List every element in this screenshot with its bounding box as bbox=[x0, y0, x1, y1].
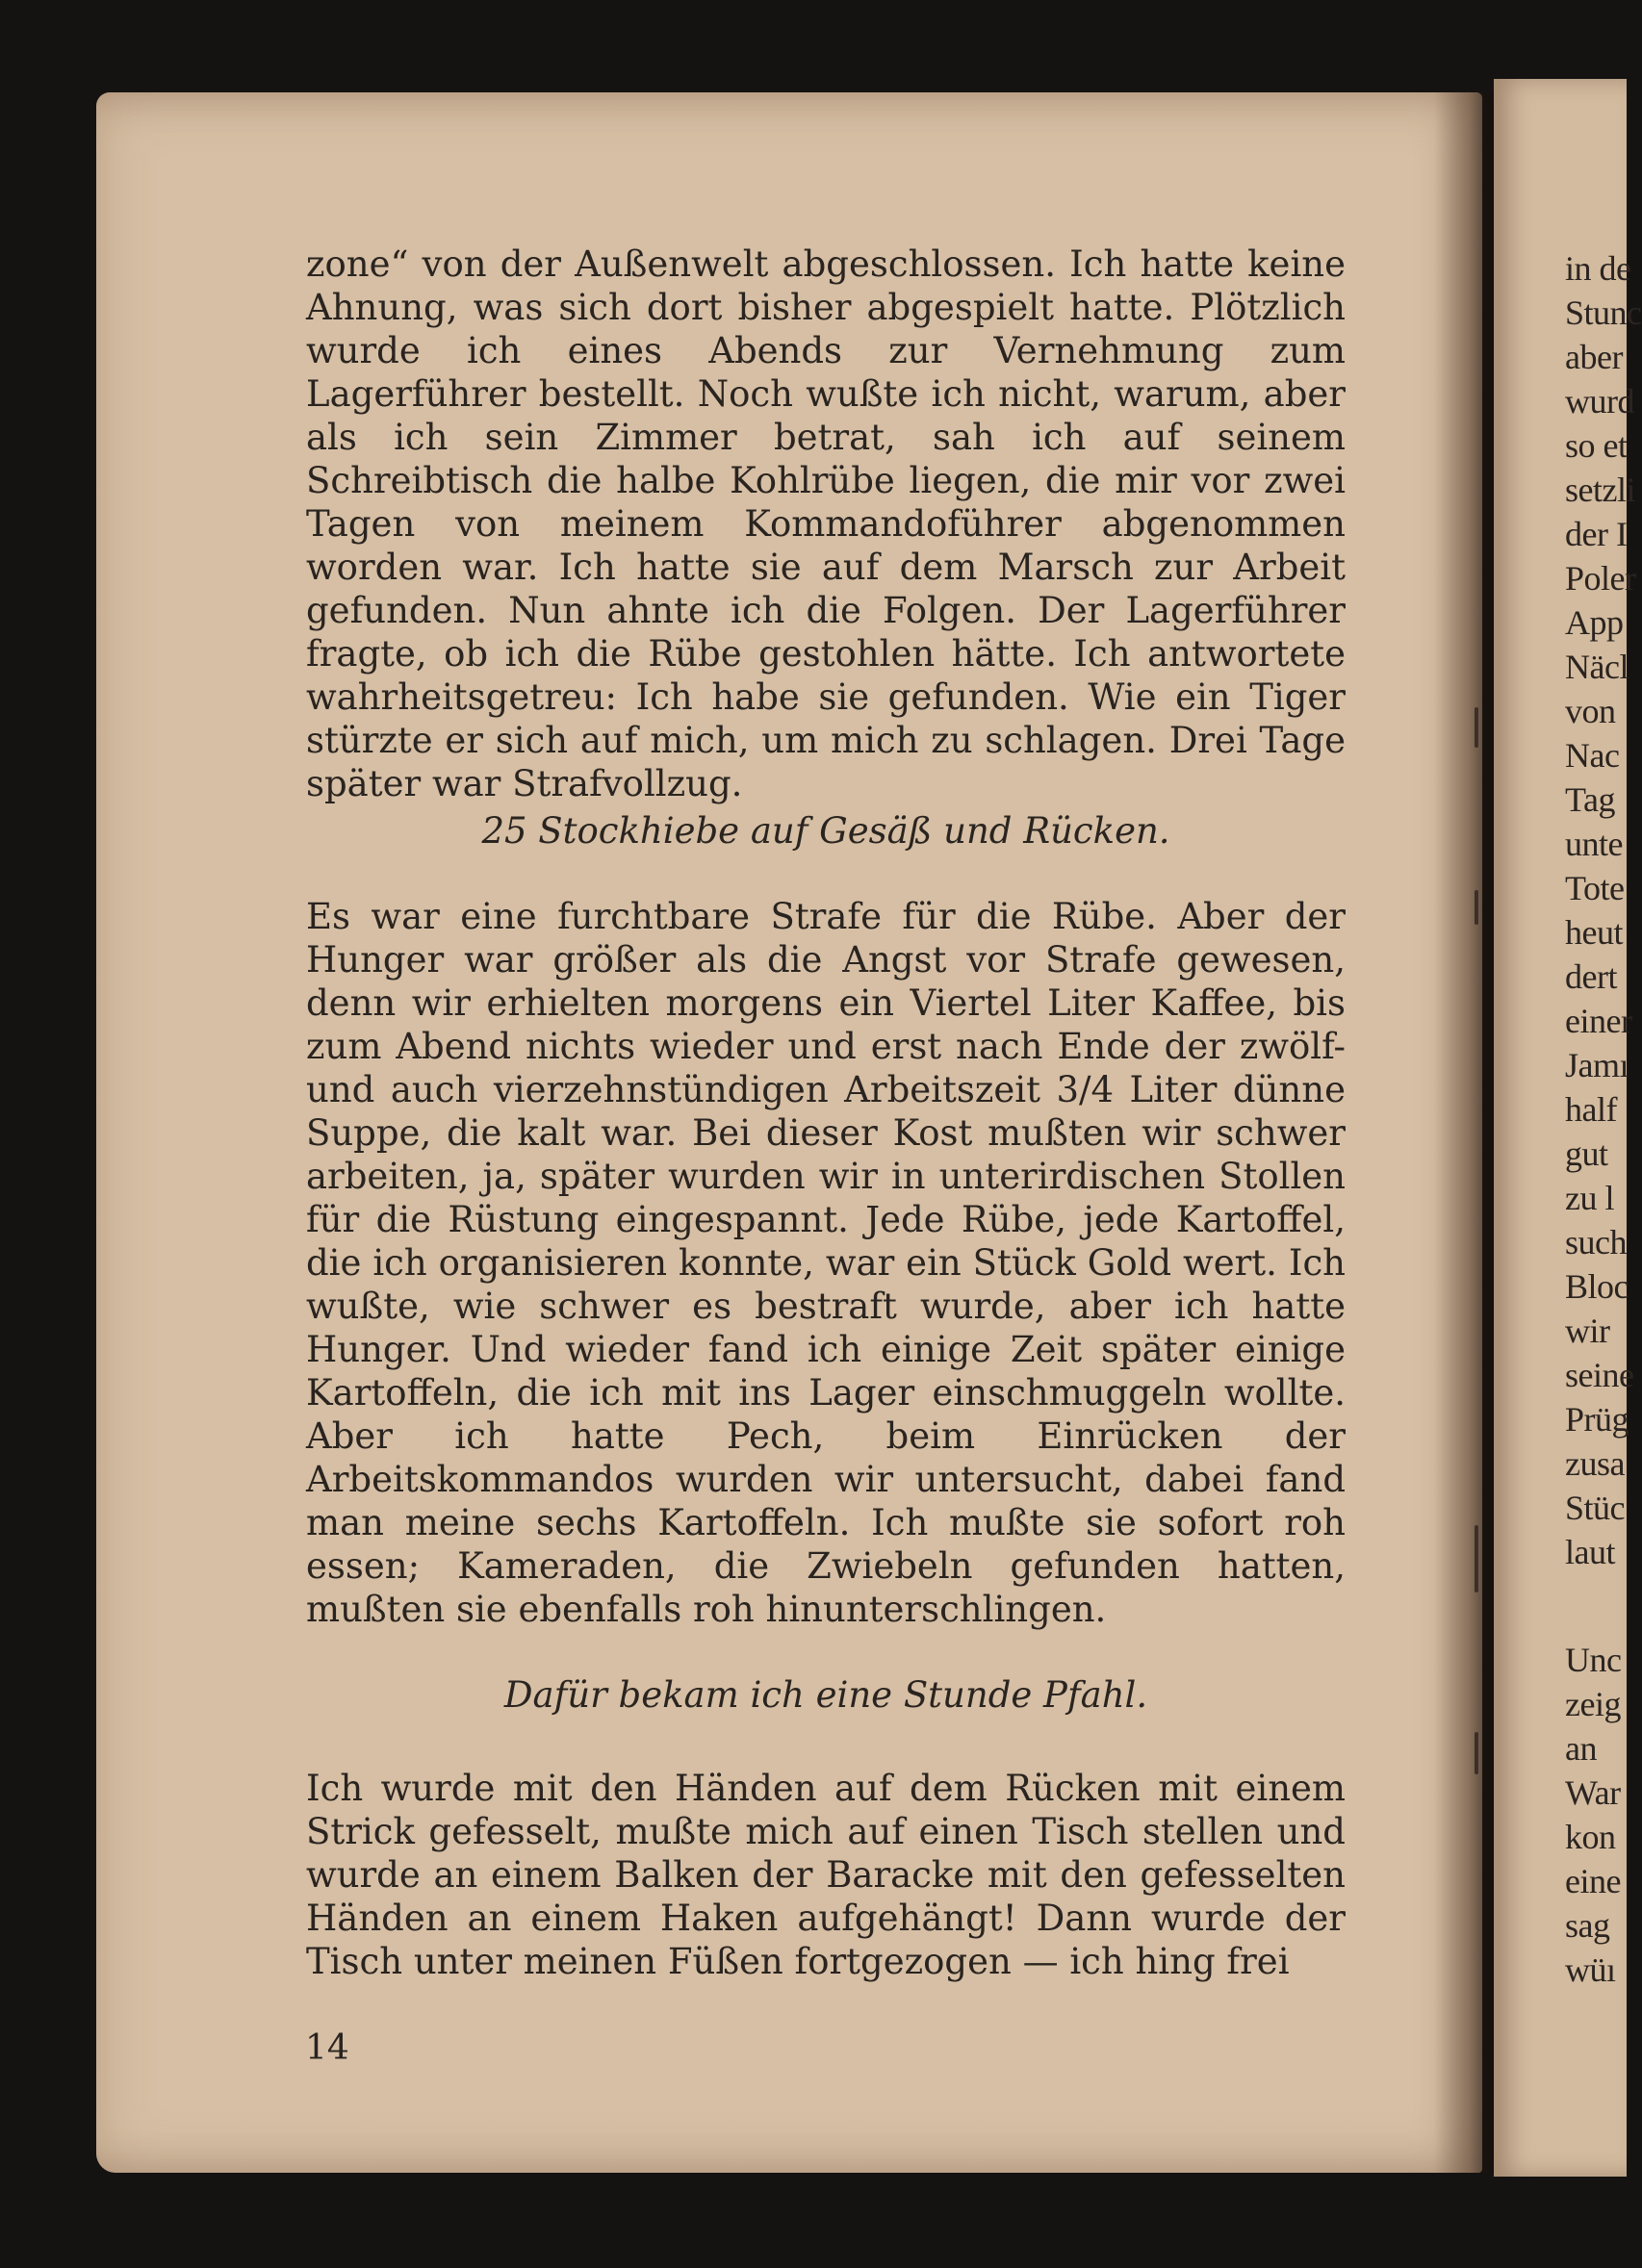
adjacent-page-line: laut bbox=[1565, 1533, 1615, 1571]
adjacent-page-line: Tote bbox=[1565, 869, 1625, 907]
binding-mark bbox=[1475, 1732, 1478, 1774]
paragraph-1: zone“ von der Außenwelt abgeschlossen. Ich hatte keine Ahnung, was sich dort bisher abgespielt hatte. Plötzlich wurde ich eines Abends zur Vernehmung zum Lagerführer bestellt. Noch wußte ich nicht, warum, aber als ich sein Zimmer betrat, sah ich auf seinem Schreibtisch die halbe Kohlrübe liegen, die mir vor zwei Tagen von meinem Kommandoführer abgenommen worden war. Ich hatte sie auf dem Marsch zur Arbeit gefunden. Nun ahnte ich die Folgen. Der Lagerführer fragte, ob ich die Rübe gestohlen hätte. Ich antwortete wahrheitsgetreu: Ich habe sie gefunden. Wie ein Tiger stürzte er sich auf mich, um mich zu schlagen. Drei Tage später war Strafvollzug. bbox=[306, 243, 1346, 804]
adjacent-page-line: Stunc bbox=[1565, 293, 1642, 332]
adjacent-page-line: Jamı bbox=[1565, 1046, 1629, 1084]
adjacent-page-line: Nac bbox=[1565, 736, 1620, 775]
section-heading-1: 25 Stockhiebe auf Gesäß und Rücken. bbox=[481, 810, 1170, 852]
adjacent-page-line: Prüg bbox=[1565, 1400, 1629, 1439]
adjacent-page-line: kon bbox=[1565, 1818, 1616, 1856]
adjacent-page-line: sag bbox=[1565, 1906, 1610, 1945]
adjacent-page-line: Poler bbox=[1565, 559, 1636, 598]
adjacent-page-line: Näcl bbox=[1565, 648, 1629, 686]
adjacent-page-line: such bbox=[1565, 1223, 1627, 1261]
paragraph-3: Ich wurde mit den Händen auf dem Rücken mit einem Strick gefesselt, mußte mich auf einen Tisch stellen und wurde an einem Balken der Baracke mit den gefesselten Händen an einem Haken aufgehängt! Dann wurde der Tisch unter meinen Füßen fortgezogen — ich hing frei bbox=[306, 1768, 1346, 1982]
adjacent-page-line: seine bbox=[1565, 1356, 1634, 1394]
binding-mark bbox=[1475, 707, 1478, 748]
page-number: 14 bbox=[305, 2028, 349, 2068]
adjacent-page-line: zu l bbox=[1565, 1179, 1614, 1217]
adjacent-page-line: wüı bbox=[1565, 1950, 1616, 1989]
adjacent-page-line: unte bbox=[1565, 825, 1623, 863]
adjacent-page-line: Tag bbox=[1565, 780, 1615, 819]
adjacent-page-line: half bbox=[1565, 1090, 1617, 1129]
section-heading-2: Dafür bekam ich eine Stunde Pfahl. bbox=[503, 1674, 1148, 1716]
adjacent-page-line: App bbox=[1565, 603, 1624, 642]
adjacent-page-line: gut bbox=[1565, 1134, 1608, 1173]
book-spine bbox=[1434, 92, 1494, 2173]
binding-mark bbox=[1475, 890, 1478, 925]
adjacent-page-line: Unc bbox=[1565, 1641, 1622, 1679]
adjacent-page bbox=[1494, 79, 1642, 2177]
adjacent-page-line: an bbox=[1565, 1729, 1597, 1768]
adjacent-page-line: setzli bbox=[1565, 471, 1635, 509]
adjacent-page-line: der I bbox=[1565, 515, 1628, 553]
adjacent-page-line: aber bbox=[1565, 338, 1623, 376]
binding-mark bbox=[1475, 1525, 1478, 1593]
adjacent-page-line: zusa bbox=[1565, 1444, 1625, 1483]
adjacent-page-line: Stüc bbox=[1565, 1489, 1626, 1527]
adjacent-page-line: zeig bbox=[1565, 1685, 1621, 1723]
paragraph-2: Es war eine furchtbare Strafe für die Rübe. Aber der Hunger war größer als die Angst vor Strafe gewesen, denn wir erhielten morgens ein Viertel Liter Kaffee, bis zum Abend nichts wieder und erst nach Ende der zwölf- und auch vierzehnstündigen Arbeitszeit 3/4 Liter dünne Suppe, die kalt war. Bei dieser Kost mußten wir schwer arbeiten, ja, später wurden wir in unterirdischen Stollen für die Rüstung eingespannt. Jede Rübe, jede Kartoffel, die ich organisieren konnte, war ein Stück Gold wert. Ich wußte, wie schwer es bestraft wurde, aber ich hatte Hunger. Und wieder fand ich einige Zeit später einige Kartoffeln, die ich mit ins Lager einschmuggeln wollte. Aber ich hatte Pech, beim Einrücken der Arbeitskommandos wurden wir untersucht, dabei fand man meine sechs Kartoffeln. Ich mußte sie sofort roh essen; Kameraden, die Zwiebeln gefunden hatten, mußten sie ebenfalls roh hinunterschlingen. bbox=[306, 896, 1346, 1630]
adjacent-page-line: War bbox=[1565, 1773, 1621, 1812]
adjacent-page-line: eine bbox=[1565, 1862, 1621, 1900]
adjacent-page-line: einer bbox=[1565, 1002, 1632, 1040]
adjacent-page-line: dert bbox=[1565, 957, 1617, 996]
adjacent-page-line: wir bbox=[1565, 1312, 1610, 1350]
adjacent-page-line: Bloc bbox=[1565, 1267, 1629, 1306]
adjacent-page-line: so et bbox=[1565, 426, 1628, 465]
adjacent-page-line: heut bbox=[1565, 913, 1623, 952]
adjacent-page-line: von bbox=[1565, 692, 1616, 730]
adjacent-page-line: in de bbox=[1565, 249, 1631, 288]
adjacent-page-line: wurd bbox=[1565, 382, 1634, 420]
